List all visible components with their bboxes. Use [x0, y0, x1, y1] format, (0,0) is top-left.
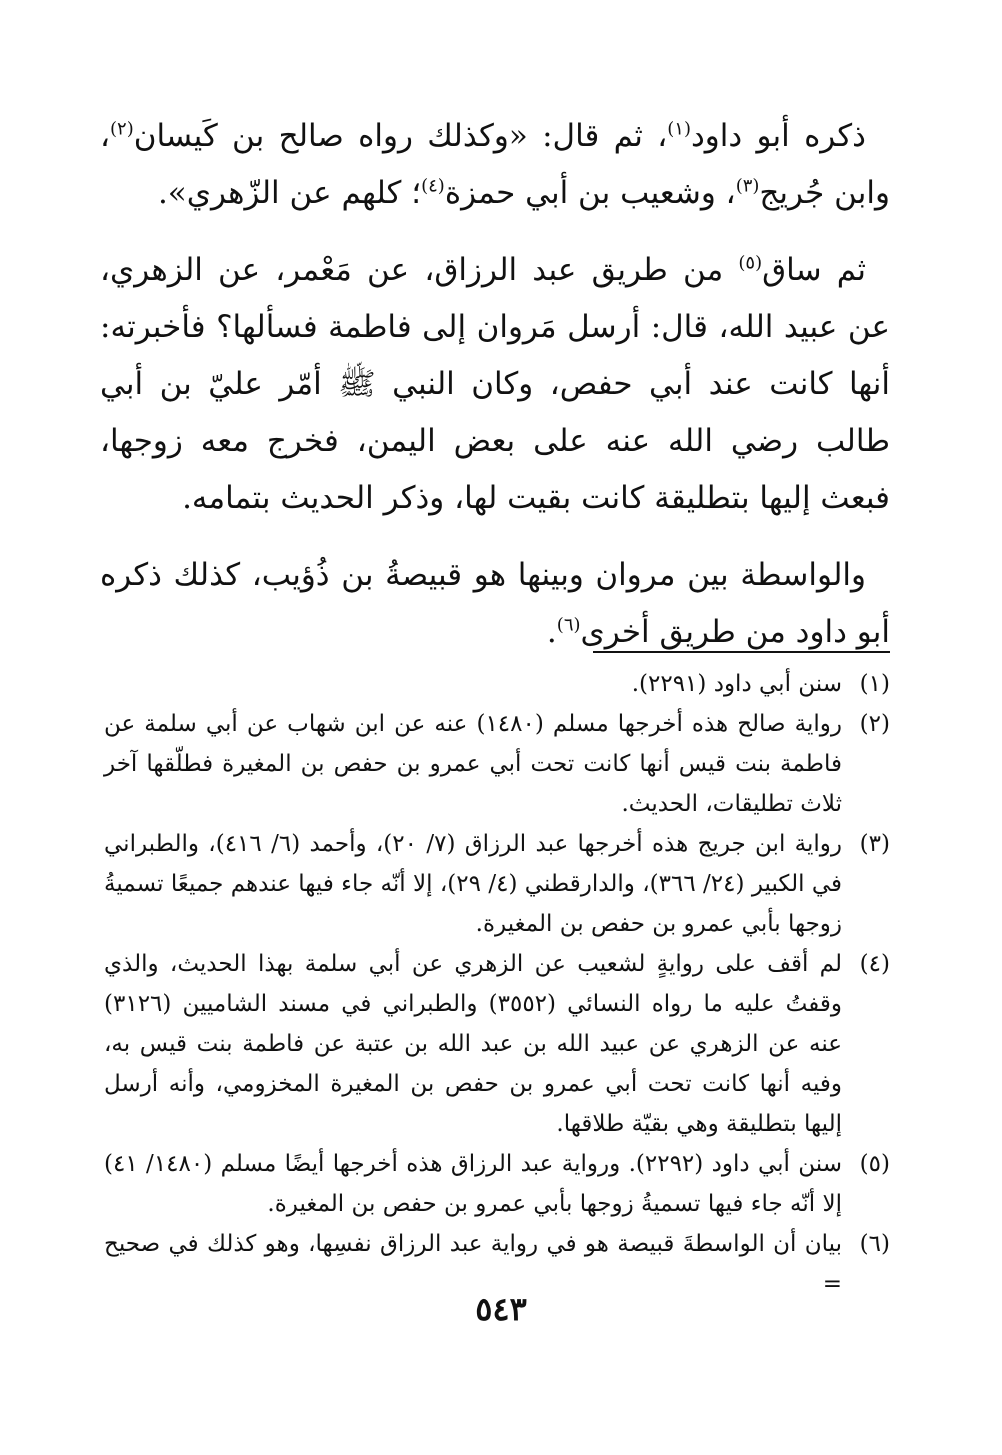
text-run: ، وابن جُريج	[100, 118, 890, 211]
footnote-ref: (٦)	[556, 614, 581, 636]
footnote-text: رواية ابن جريج هذه أخرجها عبد الرزاق (٧/ ٢٠)، وأحمد (٦/ ٤١٦)، والطبراني في الكبير (٢٤/ ٣٦٦)، والدارقطني (٤/ ٢٩)، إلا أنّه جاء فيها عندهم جميعًا تسميةُ زوجها بأبي عمرو بن حفص بن المغيرة.	[104, 831, 843, 937]
footnote-number: (١)	[859, 671, 890, 697]
paragraph-1	[100, 108, 890, 222]
footnote-number: (٣)	[859, 831, 890, 857]
footnote-2	[104, 704, 890, 824]
text-run: والواسطة بين مروان وبينها هو قبيصةُ بن ذُؤيب، كذلك ذكره أبو داود من طريق أخرى	[100, 557, 890, 650]
footnote-text: سنن أبي داود (٢٢٩٢). ورواية عبد الرزاق هذه أخرجها أيضًا مسلم (١٤٨٠/ ٤١) إلا أنّه جاء فيها تسميةُ زوجها بأبي عمرو بن حفص بن المغيرة.	[104, 1151, 842, 1217]
footnote-number: (٢)	[859, 711, 890, 737]
text-run: ، ثم قال: «وكذلك رواه صالح بن كَيسان	[133, 118, 668, 154]
paragraph-2	[100, 242, 890, 527]
footnote-ref: (٥)	[738, 252, 763, 274]
footnote-number: (٥)	[859, 1151, 890, 1177]
footnote-text: رواية صالح هذه أخرجها مسلم (١٤٨٠) عنه عن ابن شهاب عن أبي سلمة عن فاطمة بنت قيس أنها كانت تحت أبي عمرو بن حفص بن المغيرة فطلّقها آخر ثلاث تطليقات، الحديث.	[104, 711, 842, 817]
footnote-5	[104, 1144, 890, 1224]
paragraph-3	[100, 547, 890, 661]
footnote-4	[104, 944, 890, 1144]
page-number: ٥٤٣	[475, 1290, 527, 1328]
footnote-1	[104, 664, 890, 704]
text-run: ، وشعيب بن أبي حمزة	[444, 175, 736, 211]
footnote-text: سنن أبي داود (٢٢٩١).	[631, 671, 842, 697]
footnote-ref: (٣)	[735, 175, 760, 197]
footnote-number: (٤)	[859, 951, 890, 977]
text-run: من طريق عبد الرزاق، عن مَعْمر، عن الزهري، عن عبيد الله، قال: أرسل مَروان إلى فاطمة فسألها؟ فأخبرته: أنها كانت عند أبي حفص، وكان النبي ﷺ أمّر عليّ بن أبي طالب رضي الله عنه على بعض اليمن، فخرج معه زوجها، فبعث إليها بتطليقة كانت بقيت لها، وذكر الحديث بتمامه.	[100, 252, 890, 516]
text-run: ذكره أبو داود	[690, 118, 866, 154]
footnote-ref: (١)	[667, 118, 691, 140]
footnote-ref: (٤)	[421, 175, 445, 197]
footnote-ref: (٢)	[110, 118, 134, 140]
footnote-text: لم أقف على روايةٍ لشعيب عن الزهري عن أبي سلمة بهذا الحديث، والذي وقفتُ عليه ما رواه النسائي (٣٥٥٢) والطبراني في مسند الشاميين (٣١٢٦) عنه عن الزهري عن عبيد الله بن عبد الله بن عتبة عن فاطمة بنت قيس به، وفيه أنها كانت تحت أبي عمرو بن حفص بن المغيرة المخزومي، وأنه أرسل إليها بتطليقة وهي بقيّة طلاقها.	[104, 951, 842, 1137]
footnote-number: (٦)	[859, 1231, 890, 1257]
footnote-3	[104, 824, 890, 944]
main-text	[100, 108, 890, 681]
text-run: ثم ساق	[762, 252, 867, 288]
footnotes	[104, 664, 890, 1304]
footnote-separator	[593, 651, 890, 653]
footnote-text: بيان أن الواسطةَ قبيصة هو في رواية عبد الرزاق نفسِها، وهو كذلك في صحيح =	[104, 1231, 842, 1297]
text-run: .	[546, 614, 557, 650]
text-run: ؛ كلهم عن الزّهري».	[157, 175, 422, 211]
